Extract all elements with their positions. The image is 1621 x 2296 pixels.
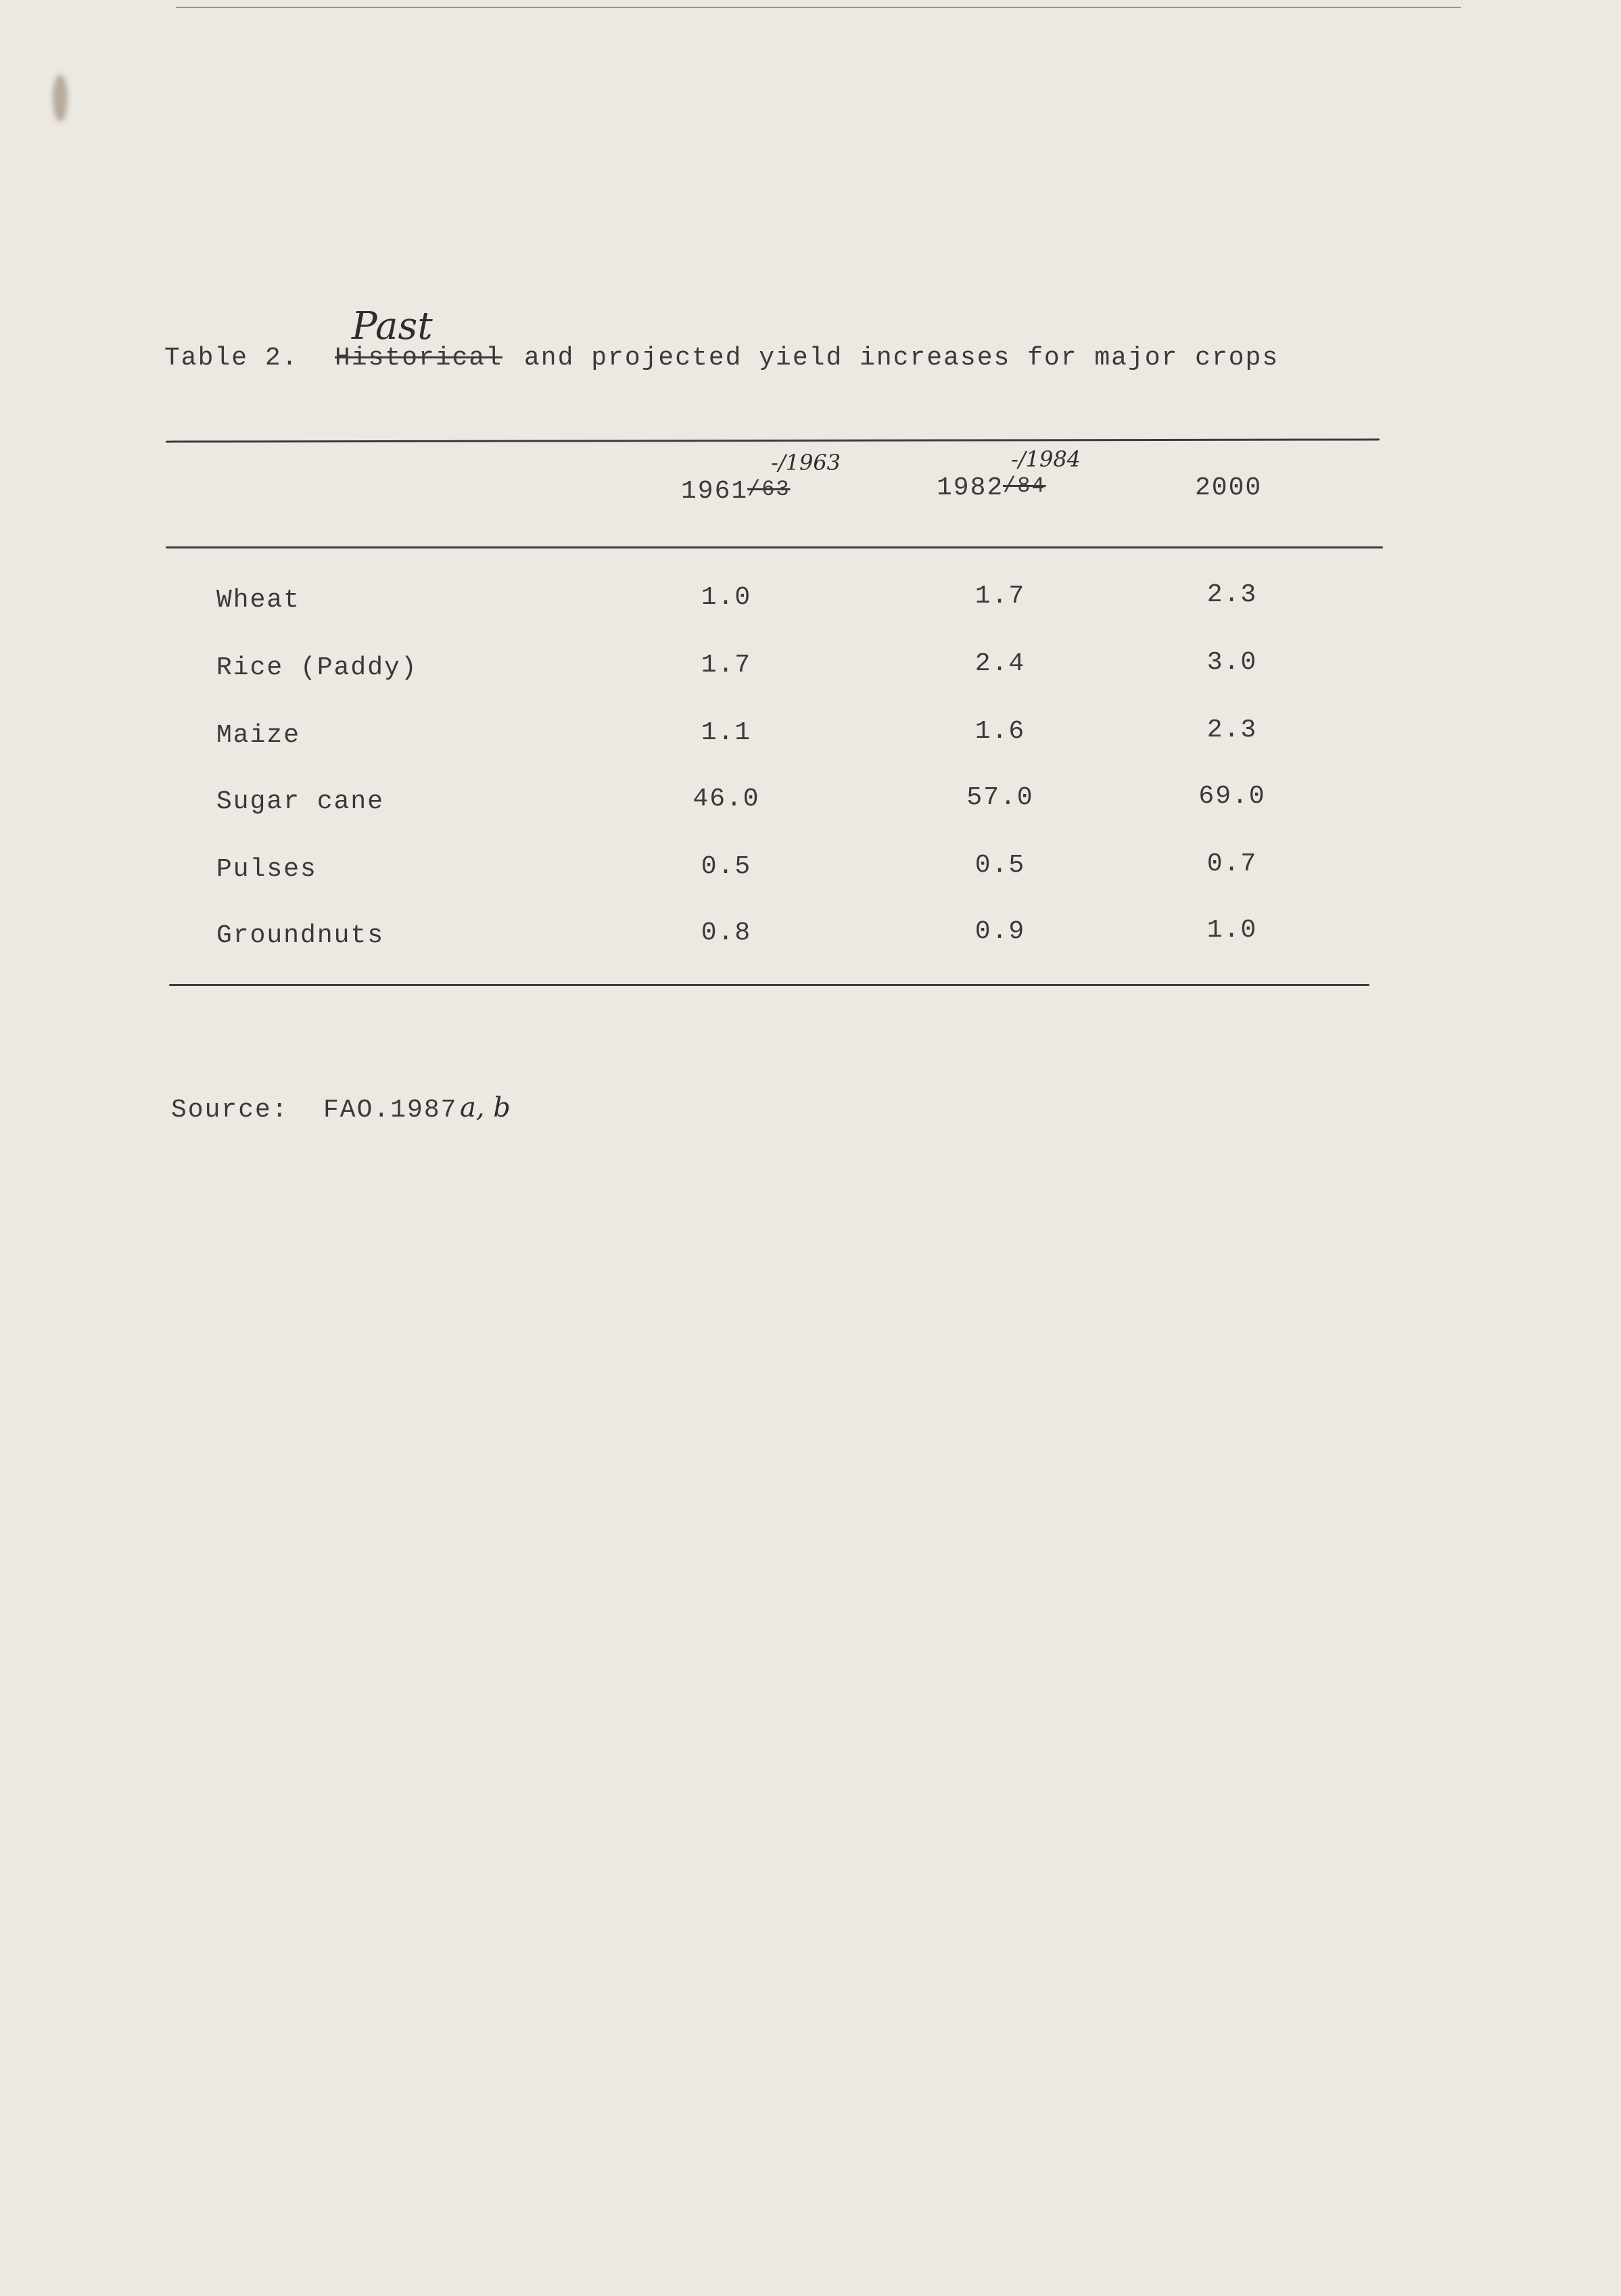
yield-value: 1.7 <box>701 651 752 680</box>
yield-value: 0.5 <box>701 852 752 881</box>
yield-value: 1.1 <box>701 718 752 747</box>
caption-handwritten-word: Past <box>352 304 433 348</box>
crop-name: Maize <box>216 721 301 750</box>
yield-value: 0.9 <box>974 917 1026 946</box>
table-top-rule <box>166 438 1380 442</box>
yield-value: 2.3 <box>1206 716 1258 745</box>
yield-value: 2.3 <box>1206 580 1258 609</box>
crop-name: Pulses <box>216 855 317 884</box>
yield-value: 1.6 <box>974 717 1026 746</box>
paper-stain <box>53 74 68 122</box>
caption-prefix: Table 2. <box>164 344 299 373</box>
yield-value: 1.0 <box>701 583 752 612</box>
yield-value: 3.0 <box>1206 648 1258 677</box>
yield-value: 0.7 <box>1206 849 1258 878</box>
caption-struck-word: Historical <box>335 344 503 373</box>
yield-value: 0.8 <box>701 918 752 947</box>
yield-value: 2.4 <box>974 649 1026 678</box>
yield-value: 0.5 <box>974 851 1026 880</box>
caption-text: and projected yield increases for major crops <box>524 344 1279 373</box>
yield-value: 69.0 <box>1198 782 1266 811</box>
yield-value: 1.0 <box>1206 916 1258 945</box>
yield-value: 1.7 <box>974 582 1026 611</box>
table-header-rule <box>166 546 1383 548</box>
crop-name: Rice (Paddy) <box>216 653 418 682</box>
page-top-edge <box>176 7 1461 8</box>
yield-value: 57.0 <box>966 783 1034 812</box>
yield-value: 46.0 <box>692 784 760 814</box>
table-bottom-rule <box>169 984 1369 986</box>
crop-name: Groundnuts <box>216 921 385 950</box>
crop-name: Wheat <box>216 586 301 615</box>
crop-name: Sugar cane <box>216 787 385 816</box>
